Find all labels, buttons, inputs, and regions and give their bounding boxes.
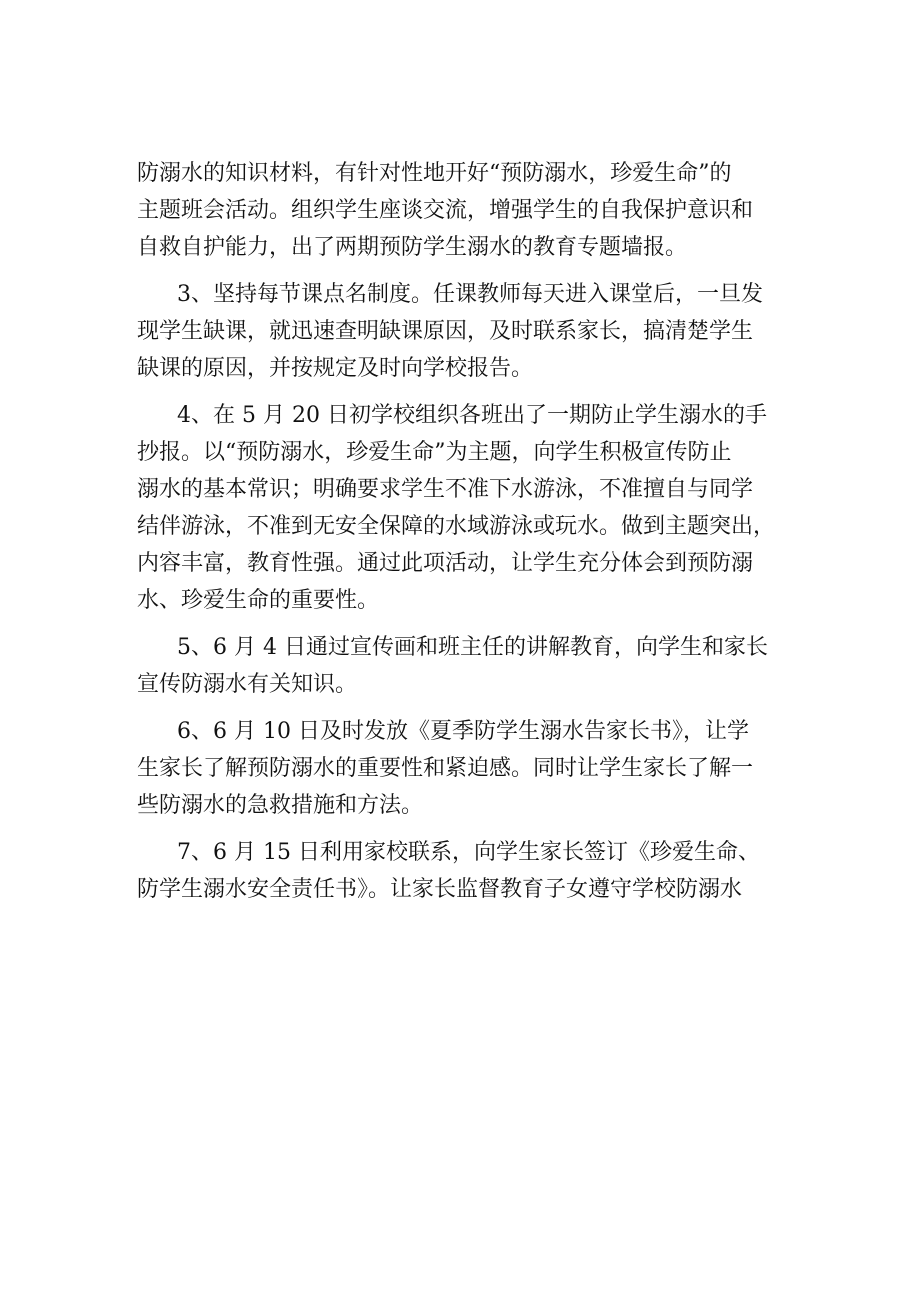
text-line: 防学生溺水安全责任书》。让家长监督教育子女遵守学校防溺水: [137, 877, 743, 902]
text-line: 生家长了解预防溺水的重要性和紧迫感。同时让学生家长了解一: [137, 756, 754, 781]
text-line: 5、6 月 4 日通过宣传画和班主任的讲解教育，向学生和家长: [177, 635, 768, 660]
text-line: 4、在 5 月 20 日初学校组织各班出了一期防止学生溺水的手: [177, 403, 767, 428]
text-line: 些防溺水的急救措施和方法。: [137, 793, 424, 818]
paragraph-4: [137, 629, 797, 703]
text-line: 内容丰富，教育性强。通过此项活动，让学生充分体会到预防溺: [137, 551, 754, 576]
paragraph-5: [137, 713, 797, 824]
text-line: 溺水的基本常识；明确要求学生不准下水游泳，不准擅自与同学: [137, 477, 754, 502]
text-line: 7、6 月 15 日利用家校联系，向学生家长签订《珍爱生命、: [177, 840, 760, 865]
text-line: 宣传防溺水有关知识。: [137, 672, 358, 697]
text-line: 6、6 月 10 日及时发放《夏季防学生溺水告家长书》，让学: [177, 719, 749, 744]
paragraph-1: [137, 155, 797, 266]
text-line: 缺课的原因，并按规定及时向学校报告。: [137, 356, 534, 381]
paragraph-3: [137, 397, 797, 619]
paragraph-6: [137, 834, 797, 908]
text-line: 水、珍爱生命的重要性。: [137, 588, 380, 613]
text-line: 结伴游泳，不准到无安全保障的水域游泳或玩水。做到主题突出，: [137, 514, 776, 539]
text-line: 自救自护能力，出了两期预防学生溺水的教育专题墙报。: [137, 235, 688, 260]
text-line: 3、坚持每节课点名制度。任课教师每天进入课堂后，一旦发: [177, 282, 763, 307]
text-line: 现学生缺课，就迅速查明缺课原因，及时联系家长，搞清楚学生: [137, 319, 754, 344]
text-line: 主题班会活动。组织学生座谈交流，增强学生的自我保护意识和: [137, 198, 754, 223]
paragraph-2: [137, 276, 797, 387]
text-line: 抄报。以“预防溺水，珍爱生命”为主题，向学生积极宣传防止: [137, 440, 732, 465]
document-body: [137, 155, 797, 908]
text-line: 防溺水的知识材料，有针对性地开好“预防溺水，珍爱生命”的: [137, 161, 732, 186]
